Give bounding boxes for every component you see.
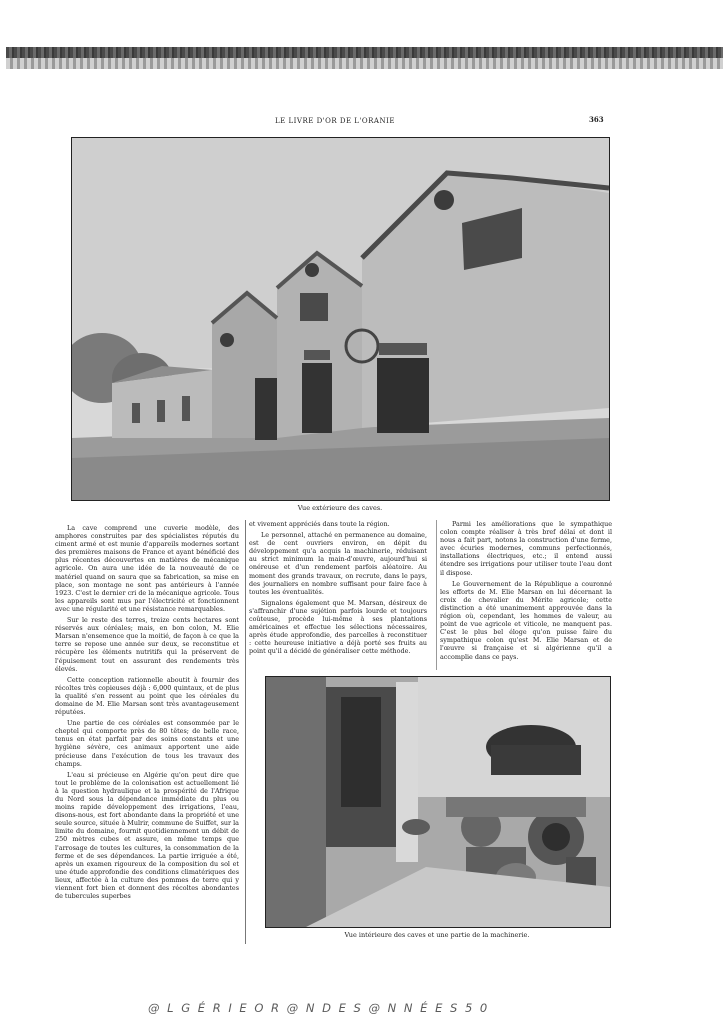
running-title: LE LIVRE D'OR DE L'ORANIE xyxy=(275,117,395,125)
col1-paragraph-5: L'eau si précieuse en Algérie qu'on peut dire que tout le problème de la colonisation est actuellement lié à la question hydraulique et la prospérité de l'Afrique du Nord sous la dépendance immédiate du plus ou moins rapide développement des irrigations, l'eau, disons-nous, est fort abondante dans la propriété et une seule source, située à Mulrir, commune de Suiffet, sur la limite du domaine, fournit quotidiennement un débit de 250 mètres cubes et assure, en même temps que l'arrosage de toutes les cultures, la consommation de la ferme et de ses dépendances. La partie irriguée a été, après un examen rigoureux de la composition du sol et une étude approfondie des conditions climatériques des lieux, affectée à la culture des pommes de terre qui y viennent fort bien et donnent des récoltes abondantes de tubercules superbes xyxy=(55,770,239,901)
col1-paragraph-1: La cave comprend une cuverie modèle, des amphores construites par des spécialistes réputés du ciment armé et est munie d'appareils modernes sortant des premières maisons de France et ayant bénéficié des plus récentes découvertes en matières de mécanique agricole. On aura une idée de la nouveauté de ce matériel quand on saura que sa fabrication, sa mise en place, son montage ne sont pas antérieurs à l'année 1923. C'est le dernier cri de la mécanique agricole. Tous les appareils sont mus par l'électricité et fonctionnent avec une régularité et une résistance remarquables. xyxy=(55,524,239,613)
text-column-1 xyxy=(55,524,239,900)
col2-paragraph-3: Signalons également que M. Marsan, désireux de s'affranchir d'une sujétion parfois lourde et toujours coûteuse, procède lui-même à ses plantations américaines et effectue les sélections nécessaires, après étude approfondie, des parcelles à reconstituer : cette heureuse initiative a déjà porté ses fruits au point qu'il a décidé de généraliser cette méthode. xyxy=(249,598,427,656)
col2-paragraph-1: et vivement appréciés dans toute la région. xyxy=(249,520,390,528)
caption-exterior: Vue extérieure des caves. xyxy=(297,504,383,512)
interior-photo-illustration xyxy=(266,677,610,927)
watermark: @ L G É R I E O R @ N D E S @ N N É E S 5 0 xyxy=(148,1001,490,1015)
text-column-3 xyxy=(440,520,612,661)
text-column-2 xyxy=(249,520,427,656)
caption-interior: Vue intérieure des caves et une partie de la machinerie. xyxy=(344,931,530,939)
col3-paragraph-2: Le Gouvernement de la République a couronné les efforts de M. Elie Marsan en lui décernant la croix de chevalier du Mérite agricole; cette distinction a été unanimement approuvée dans la région où, cependant, les hommes de valeur, au point de vue agricole et viticole, ne manquent pas. C'est le plus bel éloge qu'on puisse faire du sympathique colon qu'est M. Elie Marsan et de l'œuvre si française et si algérienne qu'il a accomplie dans ce pays. xyxy=(440,579,612,661)
photo-exterior-cellars xyxy=(71,137,610,501)
col1-paragraph-3: Cette conception rationnelle aboutit à fournir des récoltes très copieuses déjà : 6,000 quintaux, et de plus la qualité s'en ressent au point que les céréales du domaine de M. Elie Marsan sont très avantageusement réputées. xyxy=(55,675,239,717)
col1-paragraph-2: Sur le reste des terres, treize cents hectares sont réservés aux céréales; mais, en bon colon, M. Elie Marsan n'ensemence que la moitié, de façon à ce que la terre se repose une année sur deux, se reconstitue et récupère les éléments nutritifs qui la préservent de l'épuisement tout en assurant des rendements très élevés. xyxy=(55,616,239,673)
page-number: 363 xyxy=(589,115,604,124)
col1-paragraph-4: Une partie de ces céréales est consommée par le cheptel qui comporte près de 80 têtes; de belle race, tenus en état parfait par des soins constants et une hygiène sévère, ces animaux apportent une aide précieuse dans l'exécution de tous les travaux des champs. xyxy=(55,719,239,768)
photo-interior-machinery xyxy=(265,676,611,928)
exterior-photo-illustration xyxy=(72,138,609,500)
column-divider xyxy=(245,520,246,944)
col2-paragraph-2: Le personnel, attaché en permanence au domaine, est de cent ouvriers environ, en dépit du développement qu'a acquis la machinerie, réduisant au strict minimum la main-d'œuvre, aujourd'hui si onéreuse et d'un rendement parfois aléatoire. Au moment des grands travaux, on recrute, dans le pays, des journaliers en nombre suffisant pour faire face à toutes les éventualités. xyxy=(249,531,427,596)
column-divider-2 xyxy=(436,520,437,670)
scan-edge-bar-lower xyxy=(6,58,723,69)
col3-paragraph-1: Parmi les améliorations que le sympathique colon compte réaliser à très bref délai et dont il nous a fait part, notons la construction d'une ferme, avec écuries modernes, communs perfectionnés, installations électriques, etc.; il entend aussi étendre ses irrigations pour utiliser toute l'eau dont il dispose. xyxy=(440,520,612,577)
